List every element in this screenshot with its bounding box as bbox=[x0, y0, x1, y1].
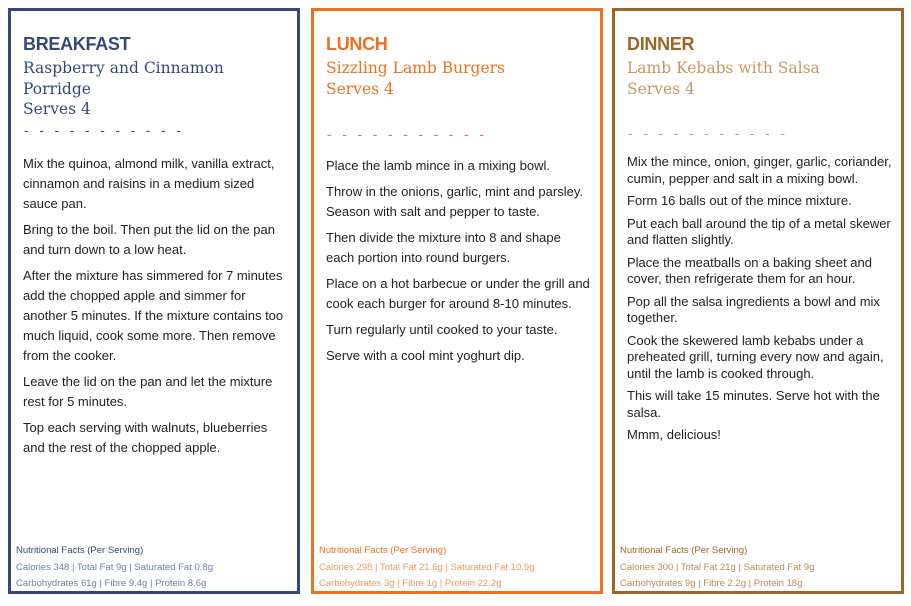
recipe-step: Then divide the mixture into 8 and shape each portion into round burgers. bbox=[326, 230, 561, 265]
serves-label: Serves 4 bbox=[627, 79, 695, 98]
recipe-steps bbox=[627, 154, 893, 450]
nutrition-line: Calories 348 | Total Fat 9g | Saturated Fat 0.8g bbox=[16, 562, 213, 573]
recipe-steps bbox=[326, 156, 592, 372]
meal-title: LUNCH bbox=[326, 34, 388, 54]
recipe-step: After the mixture has simmered for 7 minutes add the chopped apple and simmer for another 5 minutes. If the mixture contains too much liquid, cook some more. Then remove from the cooker. bbox=[23, 268, 284, 363]
nutrition-line: Carbohydrates 3g | Fibre 1g | Protein 22.2g bbox=[319, 578, 502, 589]
nutrition-facts bbox=[16, 543, 296, 592]
nutrition-line: Calories 300 | Total Fat 21g | Saturated Fat 9g bbox=[620, 562, 815, 573]
recipe-step: This will take 15 minutes. Serve hot with the salsa. bbox=[627, 388, 880, 420]
recipe-step: Mmm, delicious! bbox=[627, 427, 721, 442]
nutrition-title: Nutritional Facts (Per Serving) bbox=[620, 545, 748, 556]
meal-title: DINNER bbox=[627, 34, 695, 54]
breakfast-card bbox=[8, 8, 300, 594]
recipe-step: Mix the quinoa, almond milk, vanilla extract, cinnamon and raisins in a medium sized sauce pan. bbox=[23, 156, 275, 211]
meal-title: BREAKFAST bbox=[23, 34, 131, 54]
lunch-card bbox=[311, 8, 603, 594]
dashed-divider: - - - - - - - - - - - bbox=[327, 128, 488, 143]
nutrition-title: Nutritional Facts (Per Serving) bbox=[319, 545, 447, 556]
recipe-step: Pop all the salsa ingredients a bowl and mix together. bbox=[627, 293, 880, 325]
recipe-step: Turn regularly until cooked to your taste. bbox=[326, 322, 558, 337]
nutrition-title: Nutritional Facts (Per Serving) bbox=[16, 545, 144, 556]
recipe-step: Mix the mince, onion, ginger, garlic, coriander, cumin, pepper and salt in a mixing bowl. bbox=[627, 154, 892, 186]
dashed-divider: - - - - - - - - - - - bbox=[24, 124, 185, 139]
recipe-step: Top each serving with walnuts, blueberries and the rest of the chopped apple. bbox=[23, 420, 268, 455]
recipe-step: Throw in the onions, garlic, mint and parsley. Season with salt and pepper to taste. bbox=[326, 184, 583, 219]
recipe-step: Place the meatballs on a baking sheet and cover, then refrigerate them for an hour. bbox=[627, 254, 873, 286]
dish-name-line: Sizzling Lamb Burgers bbox=[326, 59, 505, 77]
dish-name-line: Lamb Kebabs with Salsa bbox=[627, 59, 820, 77]
recipe-steps bbox=[23, 154, 289, 464]
recipe-step: Cook the skewered lamb kebabs under a preheated grill, turning every now and again, until the lamb is cooked through. bbox=[627, 332, 884, 381]
dish-name-line: Raspberry and Cinnamon bbox=[23, 59, 224, 77]
dashed-divider: - - - - - - - - - - - bbox=[628, 127, 789, 142]
dish-name bbox=[23, 58, 293, 120]
dish-name-line: Porridge bbox=[23, 79, 91, 98]
recipe-step: Serve with a cool mint yoghurt dip. bbox=[326, 348, 525, 363]
nutrition-line: Carbohydrates 9g | Fibre 2.2g | Protein 18g bbox=[620, 578, 803, 589]
dish-name bbox=[627, 58, 897, 99]
serves-label: Serves 4 bbox=[23, 100, 91, 118]
serves-label: Serves 4 bbox=[326, 79, 394, 98]
recipe-step: Leave the lid on the pan and let the mixture rest for 5 minutes. bbox=[23, 374, 273, 409]
recipe-step: Bring to the boil. Then put the lid on the pan and turn down to a low heat. bbox=[23, 222, 275, 257]
nutrition-facts bbox=[319, 543, 599, 592]
nutrition-line: Carbohydrates 61g | Fibre 9.4g | Protein 8.6g bbox=[16, 578, 207, 589]
recipe-step: Form 16 balls out of the mince mixture. bbox=[627, 193, 852, 208]
dish-name bbox=[326, 58, 596, 99]
nutrition-facts bbox=[620, 543, 900, 592]
nutrition-line: Calories 298 | Total Fat 21.6g | Saturated Fat 10.9g bbox=[319, 562, 535, 573]
recipe-step: Put each ball around the tip of a metal skewer and flatten slightly. bbox=[627, 215, 891, 247]
dinner-card bbox=[612, 8, 904, 594]
recipe-step: Place on a hot barbecue or under the grill and cook each burger for around 8-10 minutes. bbox=[326, 276, 590, 311]
recipe-step: Place the lamb mince in a mixing bowl. bbox=[326, 158, 550, 173]
